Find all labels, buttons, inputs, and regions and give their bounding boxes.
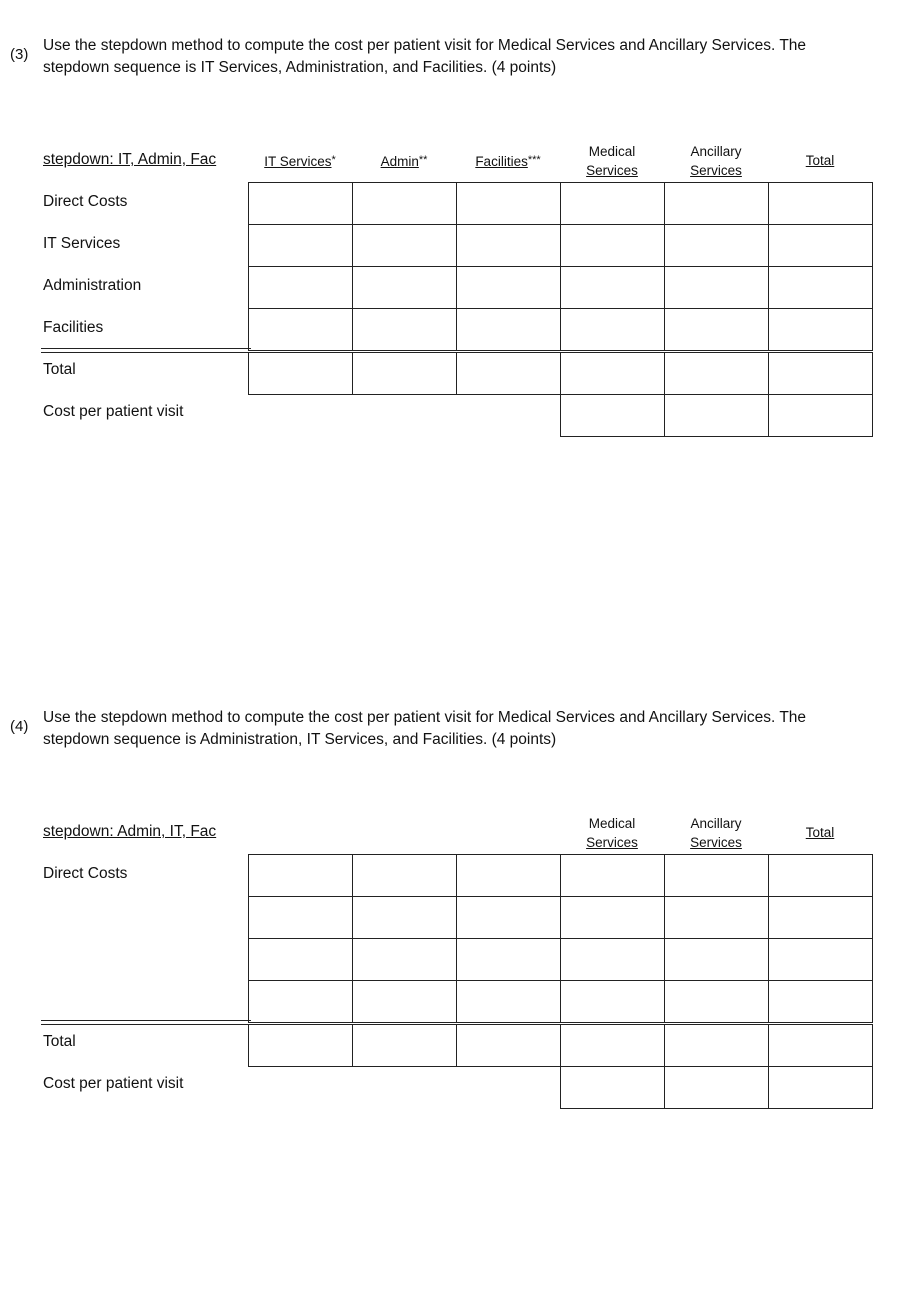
column-header-total [768,151,872,170]
column-header-line2: Services [690,835,742,850]
answer-cell[interactable] [769,225,873,267]
column-header-line1: Ancillary [690,816,742,831]
grid-row-administration [249,267,873,309]
grid-row-total [249,1024,873,1067]
total-divider-rule [41,348,251,353]
answer-cell[interactable] [665,225,769,267]
empty-cell [249,1067,353,1109]
answer-cell[interactable] [769,352,873,395]
answer-cell[interactable] [665,183,769,225]
answer-cell[interactable] [769,897,873,939]
answer-cell[interactable] [457,352,561,395]
answer-cell[interactable] [353,939,457,981]
answer-cell[interactable] [249,309,353,352]
answer-cell[interactable] [561,939,665,981]
answer-cell[interactable] [561,1024,665,1067]
total-divider-rule [41,1020,251,1025]
answer-grid [248,182,873,437]
answer-cell[interactable] [665,981,769,1024]
answer-cell[interactable] [457,267,561,309]
column-header-label: Admin [380,154,419,169]
column-header-line2: Services [586,835,638,850]
answer-cell[interactable] [353,855,457,897]
empty-cell [353,395,457,437]
answer-cell[interactable] [561,183,665,225]
answer-cell[interactable] [665,352,769,395]
answer-grid [248,854,873,1109]
answer-cell[interactable] [769,981,873,1024]
answer-cell[interactable] [457,855,561,897]
answer-cell[interactable] [353,183,457,225]
answer-cell[interactable] [249,1024,353,1067]
column-header-medical-services [560,814,664,852]
column-header-it-services [248,151,352,171]
answer-cell[interactable] [249,352,353,395]
grid-row-direct-costs [249,183,873,225]
problem-prompt: Use the stepdown method to compute the cost per patient visit for Medical Services and Ancillary Services. The stepdown sequence is Administration, IT Services, and Facilities. (4 points) [43,709,807,748]
grid-row-facilities [249,309,873,352]
answer-cell[interactable] [353,352,457,395]
column-header-label: Total [805,825,835,840]
answer-cell[interactable] [665,897,769,939]
row-label-administration: Administration [43,277,142,294]
answer-cell[interactable] [769,309,873,352]
footnote-marker: *** [527,154,541,166]
answer-cell[interactable] [353,225,457,267]
problem-3 [0,0,918,470]
footnote-marker: * [331,154,336,166]
answer-cell[interactable] [769,1067,873,1109]
answer-cell[interactable] [457,309,561,352]
empty-cell [249,395,353,437]
answer-cell[interactable] [457,981,561,1024]
grid-row-direct-costs [249,855,873,897]
stepdown-label: stepdown: IT, Admin, Fac [43,151,217,168]
answer-cell[interactable] [561,395,665,437]
grid-row-it-services [249,225,873,267]
answer-cell[interactable] [249,981,353,1024]
answer-cell[interactable] [561,855,665,897]
answer-cell[interactable] [561,897,665,939]
empty-cell [457,395,561,437]
answer-cell[interactable] [665,855,769,897]
column-header-ancillary-services [664,142,768,180]
row-label-cost-per-patient-visit: Cost per patient visit [43,1075,184,1092]
column-header-label: Total [805,153,835,168]
row-label-total: Total [43,1033,76,1050]
answer-cell[interactable] [561,225,665,267]
answer-cell[interactable] [457,183,561,225]
answer-cell[interactable] [665,1024,769,1067]
answer-cell[interactable] [769,183,873,225]
problem-prompt: Use the stepdown method to compute the cost per patient visit for Medical Services and Ancillary Services. The stepdown sequence is IT Services, Administration, and Facilities. (4 points) [43,37,807,76]
column-header-label: Facilities [475,154,528,169]
grid-row-blank-3 [249,981,873,1024]
answer-cell[interactable] [457,225,561,267]
column-header-line2: Services [690,163,742,178]
grid-row-cost-per-patient-visit [249,1067,873,1109]
answer-cell[interactable] [249,183,353,225]
answer-cell[interactable] [457,939,561,981]
grid-row-blank-1 [249,897,873,939]
answer-cell[interactable] [561,1067,665,1109]
column-header-ancillary-services [664,814,768,852]
answer-cell[interactable] [353,309,457,352]
stepdown-label: stepdown: Admin, IT, Fac [43,823,217,840]
answer-cell[interactable] [457,897,561,939]
column-header-admin [352,151,456,171]
problem-number: (3) [10,46,29,63]
grid-row-total [249,352,873,395]
column-header-line1: Medical [588,144,636,159]
grid-row-cost-per-patient-visit [249,395,873,437]
answer-cell[interactable] [561,267,665,309]
answer-cell[interactable] [769,267,873,309]
answer-cell[interactable] [353,897,457,939]
answer-cell[interactable] [665,309,769,352]
row-label-it-services: IT Services [43,235,121,252]
row-label-facilities: Facilities [43,319,104,336]
answer-cell[interactable] [249,225,353,267]
answer-cell[interactable] [249,267,353,309]
grid-row-blank-2 [249,939,873,981]
row-label-direct-costs: Direct Costs [43,193,128,210]
column-header-line1: Ancillary [690,144,742,159]
problem-4 [0,672,918,1142]
empty-cell [353,1067,457,1109]
answer-cell[interactable] [665,267,769,309]
answer-cell[interactable] [769,855,873,897]
answer-cell[interactable] [561,309,665,352]
answer-cell[interactable] [561,352,665,395]
answer-cell[interactable] [665,395,769,437]
answer-cell[interactable] [457,1024,561,1067]
answer-cell[interactable] [561,981,665,1024]
empty-cell [457,1067,561,1109]
answer-cell[interactable] [769,1024,873,1067]
column-header-line1: Medical [588,816,636,831]
column-header-facilities [456,151,560,171]
answer-cell[interactable] [665,1067,769,1109]
answer-cell[interactable] [353,981,457,1024]
answer-cell[interactable] [249,897,353,939]
row-label-direct-costs: Direct Costs [43,865,128,882]
answer-cell[interactable] [249,855,353,897]
answer-cell[interactable] [353,1024,457,1067]
row-label-total: Total [43,361,76,378]
footnote-marker: ** [418,154,428,166]
column-header-medical-services [560,142,664,180]
problem-number: (4) [10,718,29,735]
answer-cell[interactable] [249,939,353,981]
row-label-cost-per-patient-visit: Cost per patient visit [43,403,184,420]
column-header-total [768,823,872,842]
column-header-line2: Services [586,163,638,178]
answer-cell[interactable] [353,267,457,309]
answer-cell[interactable] [665,939,769,981]
answer-cell[interactable] [769,395,873,437]
answer-cell[interactable] [769,939,873,981]
column-header-label: IT Services [264,154,332,169]
